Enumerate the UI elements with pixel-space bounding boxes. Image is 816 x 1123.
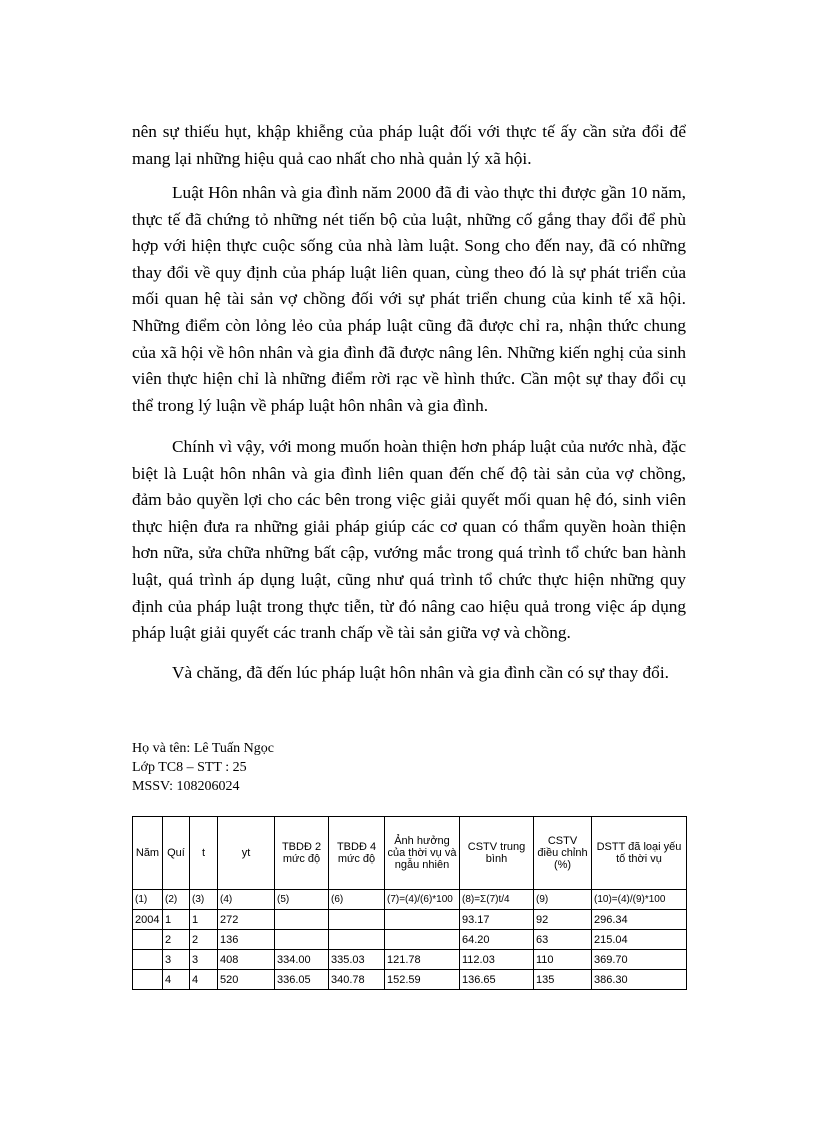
table-cell: 2 (190, 930, 218, 950)
table-cell: 93.17 (460, 910, 534, 930)
code-cell: (4) (218, 890, 275, 910)
table-cell: 335.03 (329, 950, 385, 970)
table-cell (133, 970, 163, 990)
table-cell: 1 (190, 910, 218, 930)
table-code-row (133, 890, 687, 910)
table-row (133, 930, 687, 950)
code-cell: (3) (190, 890, 218, 910)
code-cell: (9) (534, 890, 592, 910)
code-cell: (6) (329, 890, 385, 910)
header-cell: Ảnh hưởng của thời vụ và ngẫu nhiên (385, 817, 460, 890)
header-cell: CSTV điều chỉnh (%) (534, 817, 592, 890)
table-cell: 92 (534, 910, 592, 930)
table-cell: 63 (534, 930, 592, 950)
paragraph-4 (132, 660, 686, 687)
code-cell: (10)=(4)/(9)*100 (592, 890, 687, 910)
table-cell (329, 910, 385, 930)
table-cell: 520 (218, 970, 275, 990)
header-cell: Quí (163, 817, 190, 890)
code-cell: (7)=(4)/(6)*100 (385, 890, 460, 910)
paragraph-text: nên sự thiếu hụt, khập khiễng của pháp luật đối với thực tế ấy cần sửa đổi để mang lại những hiệu quả cao nhất cho nhà quản lý xã hội. (132, 122, 686, 168)
table-cell: 4 (163, 970, 190, 990)
table-cell: 2004 (133, 910, 163, 930)
table-cell: 110 (534, 950, 592, 970)
student-name: Họ và tên: Lê Tuấn Ngọc (132, 741, 274, 756)
paragraph-text: Và chăng, đã đến lúc pháp luật hôn nhân và gia đình cần có sự thay đổi. (172, 663, 669, 682)
table-cell: 64.20 (460, 930, 534, 950)
paragraph-text: Chính vì vậy, với mong muốn hoàn thiện hơn pháp luật của nước nhà, đặc biệt là Luật hôn nhân và gia đình liên quan đến chế độ tài sản của vợ chồng, đảm bảo quyền lợi cho các bên trong việc giải quyết mối quan hệ đó, sinh viên thực hiện đưa ra những giải pháp giúp các cơ quan có thẩm quyền hoàn thiện hơn nữa, sửa chữa những bất cập, vướng mắc trong quá trình tổ chức ban hành luật, quá trình áp dụng luật, cũng như quá trình tổ chức thực hiện những quy định của pháp luật trong thực tiễn, từ đó nâng cao hiệu quả trong việc áp dụng pháp luật giải quyết các tranh chấp về tài sản giữa vợ và chồng. (132, 437, 686, 643)
table-row (133, 950, 687, 970)
table-cell: 3 (190, 950, 218, 970)
table-cell: 272 (218, 910, 275, 930)
table-cell: 334.00 (275, 950, 329, 970)
table-cell (329, 930, 385, 950)
table-header-row (133, 817, 687, 890)
table-cell: 121.78 (385, 950, 460, 970)
header-cell: TBDĐ 4 mức độ (329, 817, 385, 890)
student-id: MSSV: 108206024 (132, 779, 240, 794)
paragraph-1 (132, 119, 686, 172)
table-cell: 4 (190, 970, 218, 990)
header-cell: Năm (133, 817, 163, 890)
table-cell: 136 (218, 930, 275, 950)
table-cell: 112.03 (460, 950, 534, 970)
table-cell (385, 930, 460, 950)
table-cell (385, 910, 460, 930)
code-cell: (2) (163, 890, 190, 910)
student-class: Lớp TC8 – STT : 25 (132, 760, 247, 775)
table-cell: 296.34 (592, 910, 687, 930)
table-cell: 340.78 (329, 970, 385, 990)
table-cell: 3 (163, 950, 190, 970)
header-cell: TBDĐ 2 mức độ (275, 817, 329, 890)
table-cell: 215.04 (592, 930, 687, 950)
paragraph-text: Luật Hôn nhân và gia đình năm 2000 đã đi vào thực thi được gần 10 năm, thực tế đã chứng tỏ những nét tiến bộ của luật, những cố gắng thay đổi để phù hợp với hiện thực cuộc sống của nhà làm luật. Song cho đến nay, đã có những thay đổi về quy định của pháp luật liên quan, cùng theo đó là sự phát triển của mối quan hệ tài sản vợ chồng đối với sự phát triển chung của kinh tế xã hội. Những điểm còn lỏng lẻo của pháp luật cũng đã được chỉ ra, nhận thức chung của xã hội về hôn nhân và gia đình đã được nâng lên. Những kiến nghị của sinh viên thực hiện chỉ là những điểm rời rạc về hình thức. Cần một sự thay đổi cụ thể trong lý luận về pháp luật hôn nhân và gia đình. (132, 183, 686, 415)
header-cell: t (190, 817, 218, 890)
table-cell: 408 (218, 950, 275, 970)
header-cell: DSTT đã loại yếu tố thời vụ (592, 817, 687, 890)
paragraph-3 (132, 434, 686, 647)
table-cell: 152.59 (385, 970, 460, 990)
code-cell: (1) (133, 890, 163, 910)
table-cell: 336.05 (275, 970, 329, 990)
code-cell: (5) (275, 890, 329, 910)
seasonal-index-table (132, 816, 687, 990)
header-cell: yt (218, 817, 275, 890)
table-cell: 136.65 (460, 970, 534, 990)
table-row (133, 910, 687, 930)
table-cell: 369.70 (592, 950, 687, 970)
paragraph-2 (132, 180, 686, 419)
header-cell: CSTV trung bình (460, 817, 534, 890)
table-row (133, 970, 687, 990)
table-cell: 2 (163, 930, 190, 950)
table-cell (275, 910, 329, 930)
table-cell: 1 (163, 910, 190, 930)
table-cell (275, 930, 329, 950)
code-cell: (8)=Σ(7)t/4 (460, 890, 534, 910)
table-cell (133, 950, 163, 970)
table-cell (133, 930, 163, 950)
table-cell: 135 (534, 970, 592, 990)
table-cell: 386.30 (592, 970, 687, 990)
student-info (132, 739, 274, 796)
